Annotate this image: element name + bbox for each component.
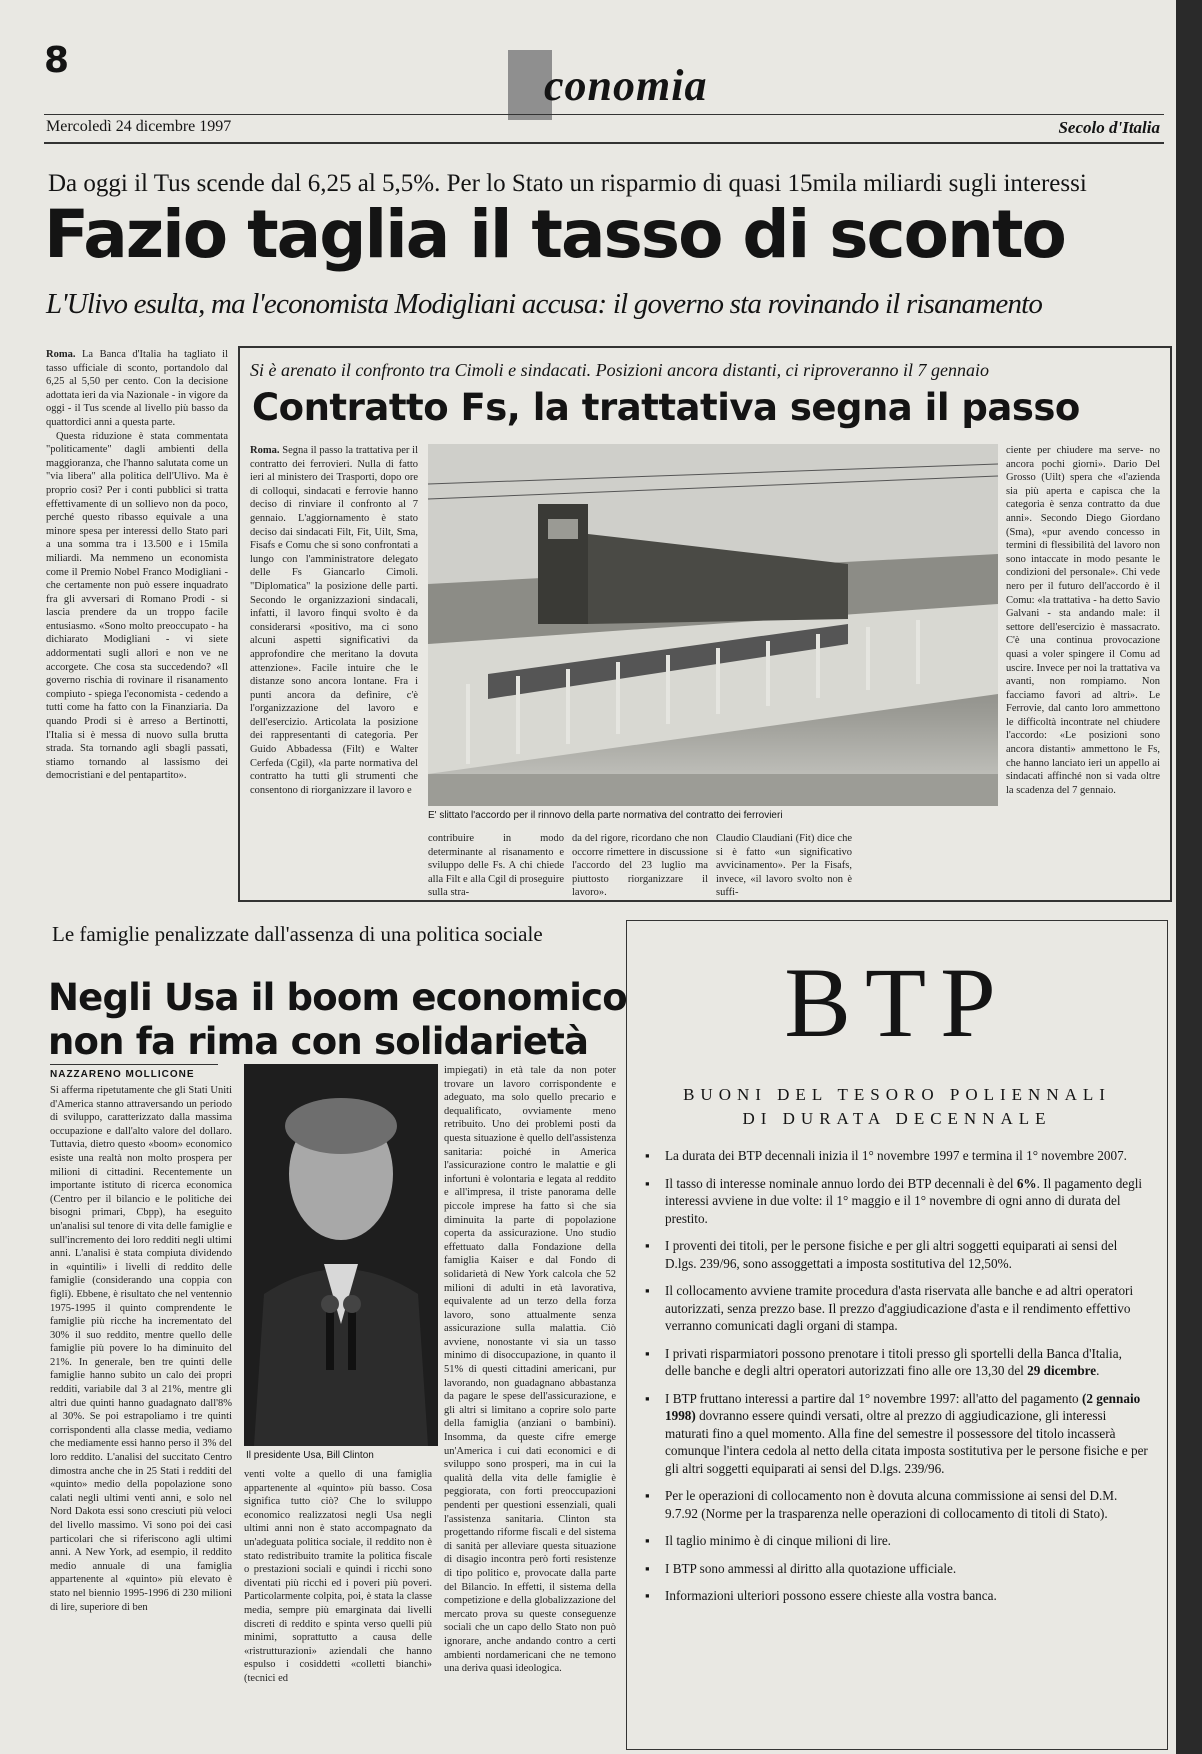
page-number: 8	[44, 40, 70, 81]
btp-item: ▪ I proventi dei titoli, per le persone fisiche e per gli altri soggetti equiparati ai sensi del D.lgs. 239/96, sono assoggettati a imposta sostitutiva del 12,50%.	[645, 1237, 1149, 1272]
fs-column-3: da del rigore, ricordano che non occorre rimettere in discussione l'accordo del 23 luglio ma piuttosto riorganizzare il lavoro».	[572, 833, 708, 899]
train-photo	[428, 444, 998, 806]
lead-paragraph-2: Questa riduzione è stata commentata "politicamente" dagli ambienti della maggioranza, che l'hanno salutata come un "via libera" alla politica dell'Ulivo. Ma è proprio così? Per i conti pubblici si tratta effettivamente di un sollievo non da poco, perché questo ribasso equivale a una minore spesa per interessi dello Stato pari a una somma tra i 13.500 e i 15mila miliardi. Ma nemmeno un economista come il Premio Nobel Franco Modigliani - che certamente non può essere inquadrato fra gli avversari di Romano Prodi - si lascia prendere da un troppo facile entusiasmo. «Sono molto preoccupato - ha dichiarato Modigliani - vi siete addormentati sugli allori e non ve ne accorgete. Che cosa sta succedendo? «Il governo rischia di rovinare il risanamento compiuto - spiega l'economista - cedendo a tutti come ha fatto con la Finanziaria. Da quando Prodi si è arreso a Bertinotti, l'Italia si è messa di nuovo sulla brutta strada. Sta tornando agli sbagli passati, stiamo tornando al lassismo dei democristiani e del pentapartito».	[46, 430, 228, 782]
btp-title: BTP	[784, 947, 1010, 1058]
lead-article-column	[46, 348, 228, 898]
usa-headline-line-2: non fa rima con solidarietà	[48, 1020, 589, 1063]
btp-item: ▪ Il tasso di interesse nominale annuo lordo dei BTP decennali è del 6%. Il pagamento degli interessi avviene in due volte: il 1° maggio e il 1° novembre di ogni anno di durata del prestito.	[645, 1175, 1149, 1228]
lead-dateline: Roma.	[46, 349, 76, 360]
fs-dateline: Roma.	[250, 445, 280, 456]
train-photo-caption: E' slittato l'accordo per il rinnovo della parte normativa del contratto dei ferrovieri	[428, 810, 783, 821]
fs-column-1	[250, 444, 418, 890]
lead-subheadline: L'Ulivo esulta, ma l'economista Modigliani accusa: il governo sta rovinando il risanamento	[46, 288, 1043, 320]
fs-column-5: ciente per chiudere ma serve- no ancora pochi giorni». Dario Del Grosso (Uilt) spera che «l'azienda sia più aperta e capisca che la categoria è senza contratto da due anni». Secondo Diego Giordano (Sma), «pur avendo concesso in termini di flessibilità del lavoro non sono intaccate in modo pesante le condizioni del personale». Chi vede nero per il futuro dell'accordo è il Comu: «la trattativa - ha detto Savio Galvani - sta andando male: il settore dell'esercizio è massacrato. C'è una continua provocazione quasi a voler spingere il Comu ad uscire. Invece per noi la trattativa va avanti, non rompiamo. Non facciamo favori ad altri». Le Ferrovie, dal canto loro ammettono le difficoltà incontrate nel chiudere l'accordo: «Le posizioni sono ancora distanti» ammettono le Fs, che hanno lanciato ieri un appello ai sindacati affinché non si vada oltre la scadenza del 7 gennaio.	[1006, 445, 1160, 796]
train-photo-image	[428, 444, 998, 806]
btp-item: ▪ Il collocamento avviene tramite procedura d'asta riservata alle banche e ad altri operatori autorizzati, senza prezzo base. Il prezzo d'aggiudicazione d'asta e il rendimento effettivo verranno comunicati dagli organi di stampa.	[645, 1282, 1149, 1335]
usa-column-2: venti volte a quello di una famiglia appartenente al «quinto» più basso. Cosa significa tutto ciò? Che lo sviluppo economico realizzatosi negli Usa negli ultimi anni non è stato accompagnato da un'adeguata politica sociale, il reddito non è stato redistribuito tramite la politica fiscale o prestazioni sociali e quindi i ricchi sono diventati più ricchi ed i poveri più poveri. Particolarmente colpita, poi, è stata la classe media, sempre più emarginata dai livelli discreti di reddito e spinta verso quelli più minimi, soprattutto a causa delle «ristrutturazioni» aziendali che hanno espulso i cosiddetti «colletti bianchi» (tecnici ed	[244, 1469, 432, 1684]
lead-kicker: Da oggi il Tus scende dal 6,25 al 5,5%. Per lo Stato un risparmio di quasi 15mila miliardi sugli interessi	[48, 170, 1087, 197]
btp-subtitle-1: BUONI DEL TESORO POLIENNALI	[683, 1085, 1111, 1104]
header-rule-bottom	[44, 142, 1164, 144]
usa-column-1: Si afferma ripetutamente che gli Stati Uniti d'America stanno attraversando un periodo di sviluppo, caratterizzato dalla massima occupazione e dall'alto valore del dollaro. Tuttavia, dietro questo «boom» economico esiste una realtà non molto prospera per milioni di cittadini. Recentemente un importante istituto di ricerca economica (Centro per il bilancio e le politiche dei bisogni primari, Cbpp), ha eseguito un'analisi sul tenore di vita delle famiglie e sull'incremento dei loro redditi negli ultimi anni. L'analisi è stata compiuta dividendo in «quintili» i livelli di reddito delle famiglie (considerando una coppia con figli). Ebbene, è risultato che nel ventennio 1975-1995 il quinto comprendente le famiglie più ricche ha incrementato del 30% il suo reddito, mentre quello delle famiglie più povere lo ha diminuito del 21%. In generale, ben tre quinti delle famiglie hanno subito un calo dei propri redditi, variabile dal 3 al 21%, mentre gli altri due quinti hanno guadagnato dall'8% al 30%. Se poi estrapoliamo i tre quinti corrispondenti alla classe media, vediamo che mediamente essi hanno perso il 3% del loro reddito. L'analisi del succitato Centro dimostra anche che in 25 Stati i redditi del «quinto» medio della popolazione sono calati negli ultimi venti anni, e solo nel Nord Dakota essi sono cresciuti più veloci del livello massimo. Vi sono poi dei casi particolari che si riferiscono agli ultimi anni. A New York, ad esempio, il reddito medio annuale di una famiglia appartenente al «quinto» più elevato è stato nel biennio 1995-1996 di 230 milioni di lire, superiore di ben	[50, 1085, 232, 1613]
book-spine	[1176, 0, 1202, 1754]
btp-item: ▪ Il taglio minimo è di cinque milioni di lire.	[645, 1532, 1149, 1550]
btp-conditions-list	[645, 1147, 1149, 1615]
section-title: conomia	[544, 61, 708, 110]
btp-item: ▪ I BTP sono ammessi al diritto alla quotazione ufficiale.	[645, 1560, 1149, 1578]
btp-subtitle-2: DI DURATA DECENNALE	[742, 1109, 1052, 1128]
usa-column-3: impiegati) in età tale da non poter trovare un lavoro corrispondente e adeguato, ma solo quello precario e dequalificato, ovviamente meno retribuito. Uno dei problemi posti da questa situazione è quello dell'assistenza sanitaria: poiché in America l'assicurazione contro le malattie e gli infortuni è volontaria e legata al reddito e all'impresa, il triste panorama delle piccole imprese ha fatto sì che sia diminuita la parte di popolazione coperta da assicurazione. Uno studio effettuato dalla Fondazione della famiglia Kaiser e dal Fondo di solidarietà di New York calcola che 52 milioni di adulti in età lavorativa, equivalente ad un terzo della forza lavoro, sono attualmente senza assicurazione sulla malattia. Ciò avviene, nonostante vi sia un tasso minimo di disoccupazione, in quanto il 51% di questi cittadini americani, pur lavorando, non guadagnano abbastanza da pagare le spese dell'assicurazione, e gli altri si limitano a coprire solo parte della famiglia (anziani o bambini). Insomma, da queste cifre emerge un'America i cui dati economici e di sviluppo sono prosperi, ma in cui la qualità della vita delle famiglie è peggiorata, con forti preoccupazioni pendenti per questioni essenziali, quali l'assistenza sanitaria. Clinton sta progettando riforme fiscali e del sistema di sanità per alleviare questa situazione di disagio incontra però forti resistenze di tipo politico e, provocate dalla parte del Bilancio. In effetti, il sistema della competizione e della globalizzazione del mercato prova su queste conseguenze sociali che un capo dello Stato non può ignorare, anche andando contro a certi ambienti nordamericani che ne temono una deriva quasi ideologica.	[444, 1065, 616, 1675]
clinton-photo-image	[244, 1064, 438, 1446]
fs-column-2: contribuire in modo determinante al risanamento e sviluppo delle Fs. A chi chiede alla Filt e alla Cgil di proseguire sulla stra-	[428, 833, 564, 899]
btp-item: ▪ La durata dei BTP decennali inizia il 1° novembre 1997 e termina il 1° novembre 2007.	[645, 1147, 1149, 1165]
usa-headline	[48, 976, 627, 1064]
usa-byline: NAZZARENO MOLLICONE	[50, 1064, 218, 1080]
btp-advertisement	[626, 920, 1168, 1750]
newspaper-page	[34, 18, 1174, 1748]
fs-headline: Contratto Fs, la trattativa segna il passo	[252, 386, 1080, 429]
header-rule	[44, 114, 1164, 115]
masthead-logo: Secolo d'Italia	[1058, 118, 1160, 137]
btp-item: ▪ I BTP fruttano interessi a partire dal 1° novembre 1997: all'atto del pagamento (2 gennaio 1998) dovranno essere quindi versati, oltre al prezzo di aggiudicazione, gli interessi maturati fino a quel momento. Alla fine del semestre il possessore del titolo incasserà comunque l'intera cedola al netto della citata imposta sostitutiva per le persone fisiche e per gli altri soggetti equiparati ai sensi del D.lgs. 239/96.	[645, 1390, 1149, 1478]
clinton-photo	[244, 1064, 438, 1446]
lead-paragraph-1: La Banca d'Italia ha tagliato il tasso ufficiale di sconto, portandolo dal 6,25 al 5,50 per cento. Con la decisione adottata ieri da via Nazionale - in vigore da oggi - il Tus scende al livello più basso da quattordici anni a questa parte.	[46, 349, 228, 428]
btp-item: ▪ I privati risparmiatori possono prenotare i titoli presso gli sportelli della Banca d'Italia, delle banche e degli altri operatori autorizzati fino alle ore 13,30 del 29 dicembre.	[645, 1345, 1149, 1380]
btp-item: ▪ Informazioni ulteriori possono essere chieste alla vostra banca.	[645, 1587, 1149, 1605]
btp-item: ▪ Per le operazioni di collocamento non è dovuta alcuna commissione ai sensi del D.M. 9.7.92 (Norme per la trasparenza nelle operazioni di collocamento di titoli di Stato).	[645, 1487, 1149, 1522]
fs-column-4: Claudio Claudiani (Fit) dice che si è fatto «un significativo avvicinamento». Per la Fisafs, invece, «il lavoro svolto non è suffi-	[716, 833, 852, 899]
fs-kicker: Si è arenato il confronto tra Cimoli e sindacati. Posizioni ancora distanti, ci riproveranno il 7 gennaio	[250, 360, 989, 380]
usa-kicker: Le famiglie penalizzate dall'assenza di una politica sociale	[52, 922, 543, 946]
clinton-photo-caption: Il presidente Usa, Bill Clinton	[246, 1450, 374, 1461]
fs-article-box	[238, 346, 1172, 902]
issue-date: Mercoledì 24 dicembre 1997	[46, 118, 232, 135]
usa-headline-line-1: Negli Usa il boom economico	[48, 976, 627, 1019]
lead-headline: Fazio taglia il tasso di sconto	[44, 196, 1065, 273]
fs-column-1-text: Segna il passo la trattativa per il contratto dei ferrovieri. Nulla di fatto ieri al ministero dei Trasporti, dopo ore di colloqui, sindacati e ferrovie hanno deciso di rinviare il confronto al 7 gennaio. L'aggiornamento è stato deciso dai sindacati Filt, Fit, Uilt, Sma, Fisafs e Comu che si sono confrontati a lungo con l'amministratore delegato delle Fs Giancarlo Cimoli. "Diplomatica" la posizione delle parti. Secondo le organizzazioni sindacali, infatti, il lavoro finqui svolto è da considerarsi «positivo, ma ci sono alcuni aspetti significativi da approfondire che meritano la dovuta attenzione». Facile intuire che le distanze sono ancora lontane. Fra i punti ancora da definire, c'è l'organizzazione del lavoro e dell'esercizio. Articolata la posizione dei rappresentanti di categoria. Per Guido Abbadessa (Filt) e Walter Cerfeda (Cgil), «la parte normativa del contratto ha tutti gli strumenti che consentono di riorganizzare il lavoro e	[250, 445, 418, 796]
